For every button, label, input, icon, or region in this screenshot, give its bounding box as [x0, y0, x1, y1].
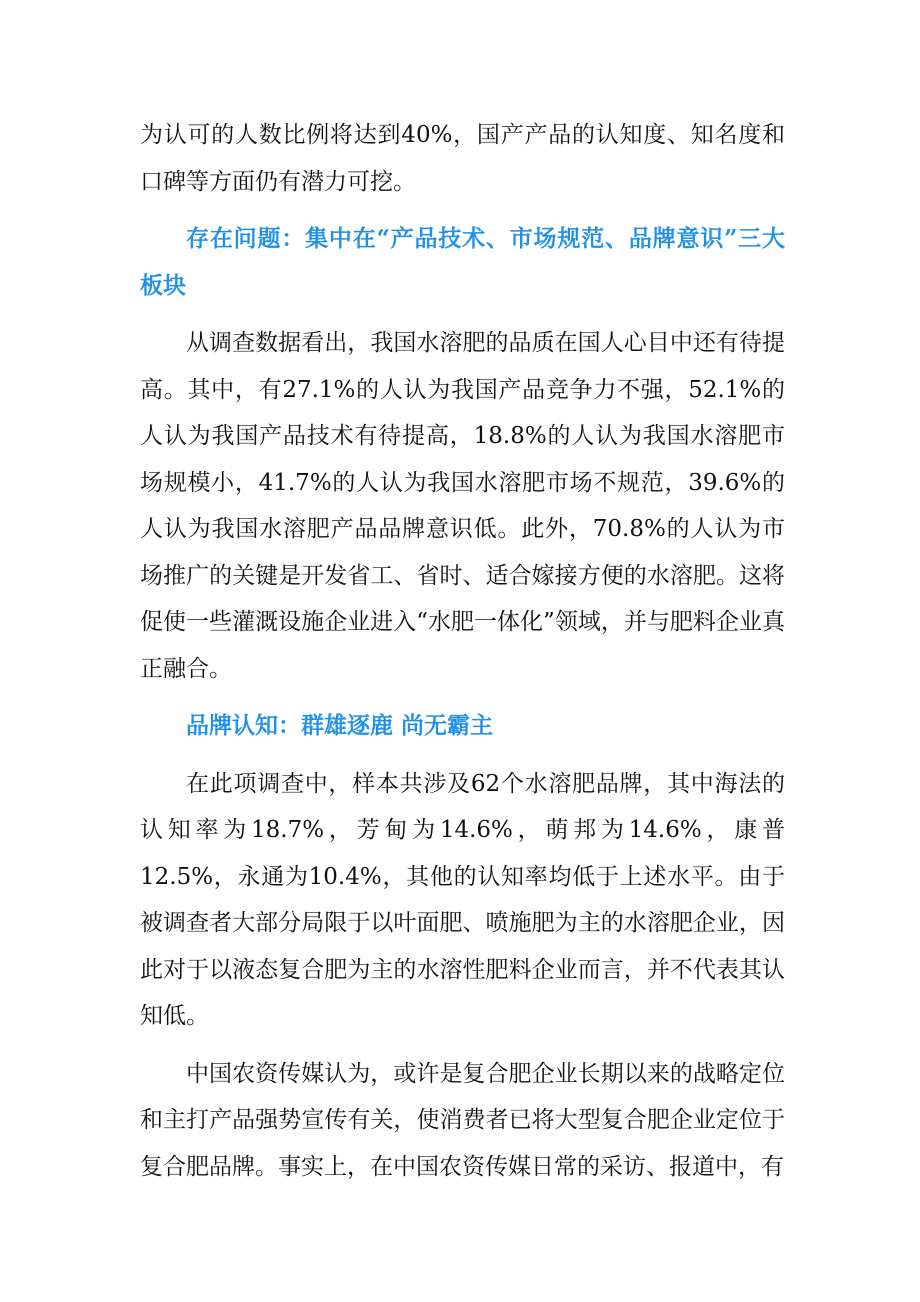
section-heading-problems: 存在问题：集中在“产品技术、市场规范、品牌意识”三大板块	[140, 225, 785, 299]
paragraph-brand-awareness: 在此项调查中，样本共涉及62个水溶肥品牌，其中海法的认知率为18.7%，芳甸为14.6%，萌邦为14.6%，康普12.5%，永通为10.4%，其他的认知率均低于上述水平。由于被调查者大部分局限于以叶面肥、喷施肥为主的水溶肥企业，因此对于以液态复合肥为主的水溶性肥料企业而言，并不代表其认知低。	[140, 770, 785, 1029]
paragraph-media-view: 中国农资传媒认为，或许是复合肥企业长期以来的战略定位和主打产品强势宣传有关，使消费者已将大型复合肥企业定位于复合肥品牌。事实上，在中国农资传媒日常的采访、报道中，有	[140, 1060, 785, 1180]
section-heading-brand: 品牌认知：群雄逐鹿 尚无霸主	[186, 712, 494, 739]
paragraph-continuation: 为认可的人数比例将达到40%，国产产品的认知度、知名度和口碑等方面仍有潜力可挖。	[140, 122, 785, 195]
paragraph-survey-data: 从调查数据看出，我国水溶肥的品质在国人心目中还有待提高。其中，有27.1%的人认为我国产品竞争力不强，52.1%的人认为我国产品技术有待提高，18.8%的人认为我国水溶肥市场规模小，41.7%的人认为我国水溶肥市场不规范，39.6%的人认为我国水溶肥产品品牌意识低。此外，70.8%的人认为市场推广的关键是开发省工、省时、适合嫁接方便的水溶肥。这将促使一些灌溉设施企业进入“水肥一体化”领域，并与肥料企业真正融合。	[140, 330, 785, 682]
document-body	[140, 112, 785, 1190]
